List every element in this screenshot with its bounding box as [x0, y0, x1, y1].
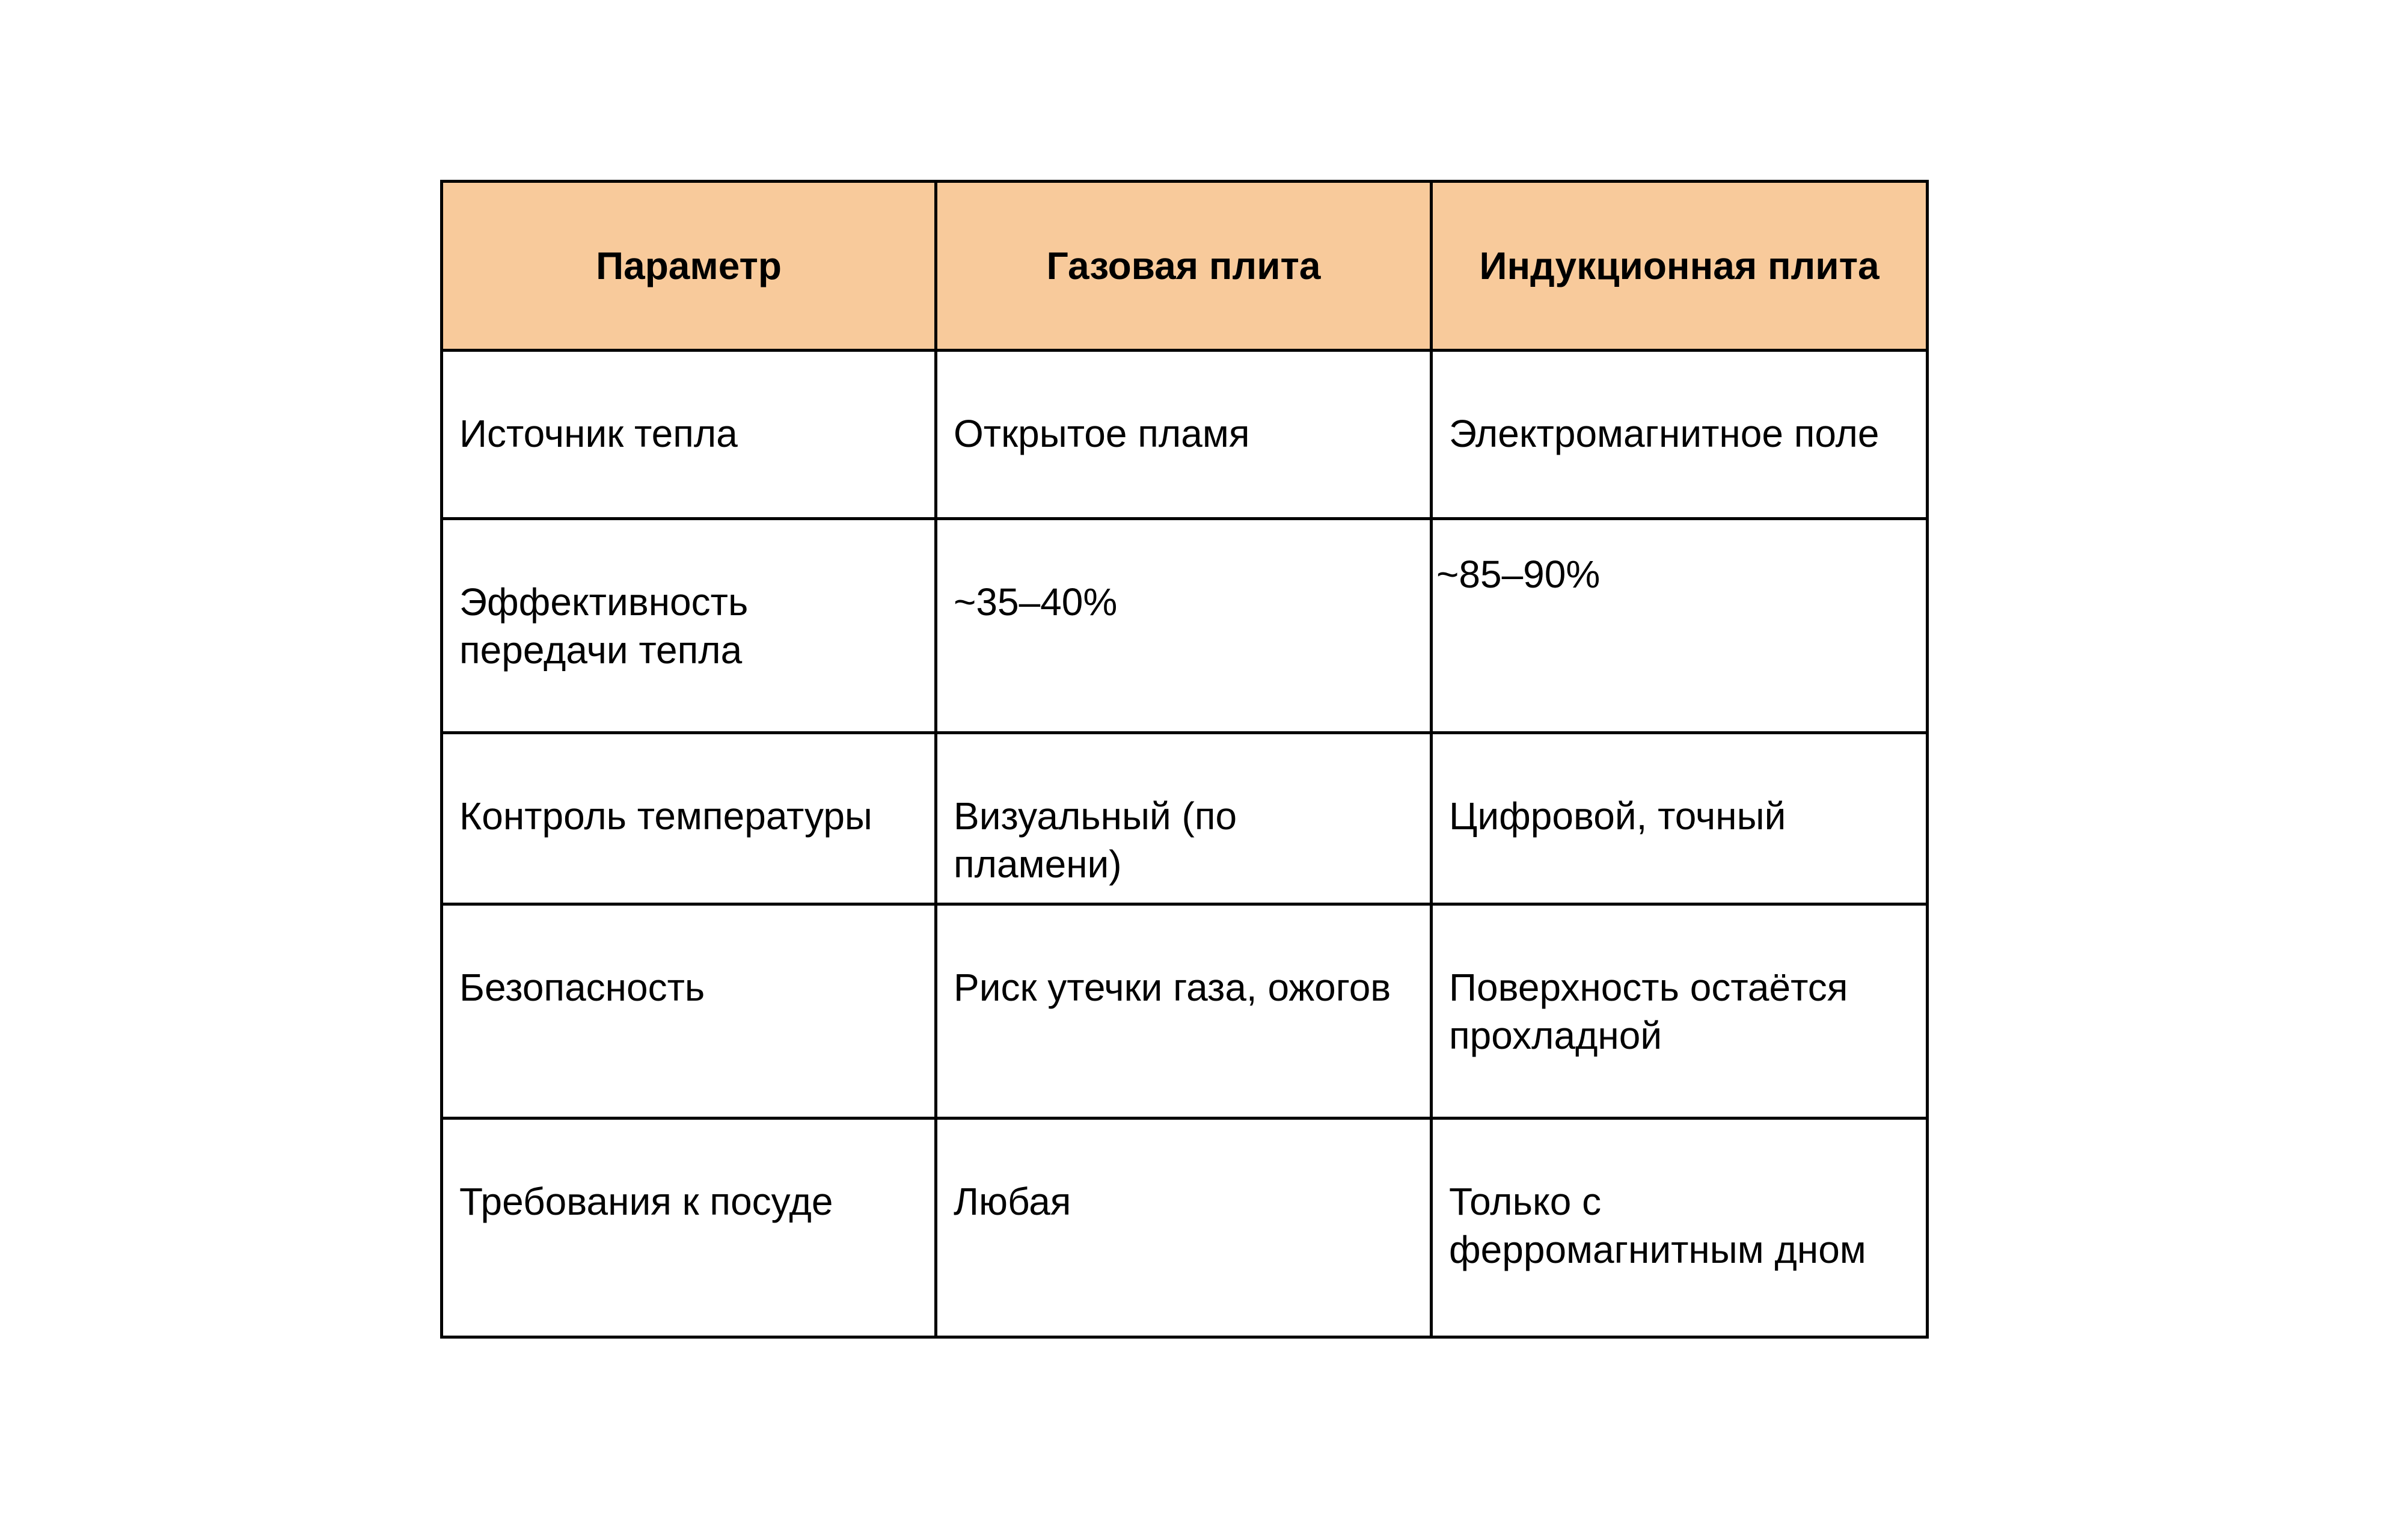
gas-cell: Визуальный (по пламени)	[936, 733, 1432, 904]
header-cell-induction-stove: Индукционная плита	[1432, 182, 1928, 351]
gas-cell: Риск утечки газа, ожогов	[936, 904, 1432, 1119]
table-row-safety	[442, 904, 1928, 1119]
header-cell-gas-stove: Газовая плита	[936, 182, 1432, 351]
induction-cell: Цифровой, точный	[1432, 733, 1928, 904]
induction-cell: Поверхность остаётся прохладной	[1432, 904, 1928, 1119]
induction-cell: Электромагнитное поле	[1432, 351, 1928, 519]
param-cell: Безопасность	[442, 904, 936, 1119]
param-cell: Контроль температуры	[442, 733, 936, 904]
comparison-table	[440, 180, 1929, 1339]
header-cell-parameter: Параметр	[442, 182, 936, 351]
table-row-heat-source	[442, 351, 1928, 519]
table-row-cookware-requirements	[442, 1119, 1928, 1337]
table-row-temperature-control	[442, 733, 1928, 904]
gas-cell: Открытое пламя	[936, 351, 1432, 519]
param-cell: Эффективность передачи тепла	[442, 519, 936, 733]
header-row	[442, 182, 1928, 351]
table-row-efficiency	[442, 519, 1928, 733]
param-cell: Требования к посуде	[442, 1119, 936, 1337]
param-cell: Источник тепла	[442, 351, 936, 519]
gas-cell: ~35–40%	[936, 519, 1432, 733]
gas-cell: Любая	[936, 1119, 1432, 1337]
induction-cell: ~85–90%	[1432, 519, 1928, 733]
induction-cell: Только с ферромагнитным дном	[1432, 1119, 1928, 1337]
